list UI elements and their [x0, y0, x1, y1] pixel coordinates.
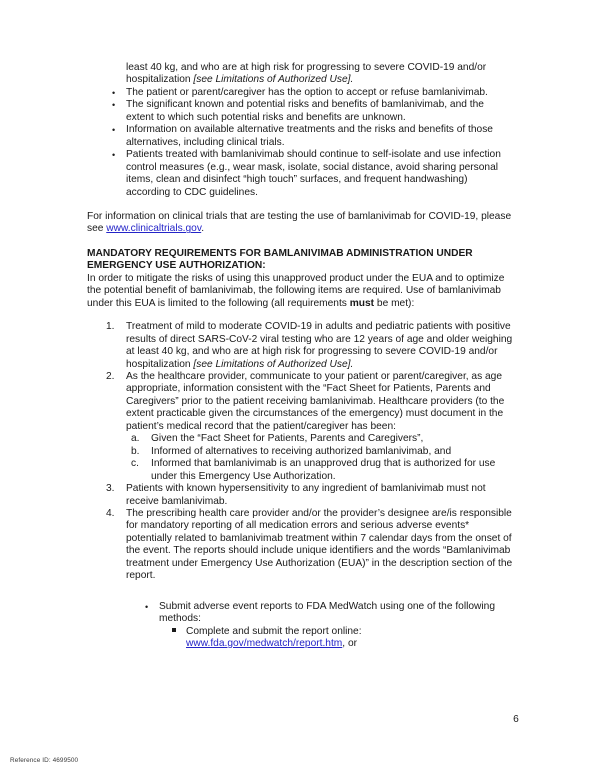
fda-medwatch-link[interactable]: www.fda.gov/medwatch/report.htm	[186, 638, 343, 650]
lettered-list-item-text: Informed of alternatives to receiving authorized bamlanivimab, and	[151, 445, 452, 457]
lettered-list-item	[87, 446, 514, 458]
clinical-trials-text-after: .	[201, 223, 205, 235]
bullet-icon: •	[112, 125, 116, 136]
list-marker: 2.	[106, 370, 115, 382]
section-heading-line-1: MANDATORY REQUIREMENTS FOR BAMLANIVIMAB ADMINISTRATION UNDER	[87, 247, 473, 259]
list-item-text: The patient or parent/caregiver has the option to accept or refuse bamlanivimab.	[126, 86, 488, 98]
continued-line-2-prefix: hospitalization	[126, 74, 194, 86]
page-content	[87, 62, 514, 650]
list-marker: 4.	[106, 507, 115, 519]
lettered-list-item	[87, 458, 514, 483]
spacer	[87, 199, 514, 211]
list-item-text: Patients treated with bamlanivimab should continue to self-isolate and use infection control measures (e.g., wear mask, isolate, social distance, avoid sharing personal items, clean and disinfect “high touch” surfaces, and frequent handwashing) according to CDC guidelines.	[126, 149, 501, 198]
medwatch-sub-list-item-text	[186, 626, 514, 651]
list-item-text: The significant known and potential risks and benefits of bamlanivimab, and the extent to which such potential risks and benefits are unknown.	[126, 99, 484, 123]
page-number: 6	[513, 714, 519, 725]
numbered-list-item-text: As the healthcare provider, communicate to your patient or parent/caregiver, as age appropriate, information consistent with the “Fact Sheet for Patients, Parents and Caregivers” prior to the patient receiving bamlanivimab. Healthcare providers (to the extent practicable given the circumstances of the emergency) must document in the patient’s medical record that the patient/caregiver has been:	[126, 370, 505, 432]
list-item-text: Information on available alternative treatments and the risks and benefits of those alternatives, including clinical trials.	[126, 124, 493, 148]
list-item	[87, 149, 514, 199]
lettered-list-item	[87, 433, 514, 445]
list-item	[87, 87, 514, 99]
list-marker: 3.	[106, 483, 115, 495]
lettered-list-item-text: Informed that bamlanivimab is an unapproved drug that is authorized for use under this Emergency Use Authorization.	[151, 458, 496, 482]
list-item	[87, 124, 514, 149]
square-bullet-icon	[172, 626, 186, 638]
numbered-list-item-text	[126, 321, 514, 371]
medwatch-sub-line-1: Complete and submit the report online:	[186, 625, 362, 637]
medwatch-sub-text-after: , or	[342, 638, 358, 650]
bullet-icon: •	[145, 601, 149, 612]
section-intro-part-1: In order to mitigate the risks of using this unapproved product under the EUA and to optimize the potential benefit of bamlanivimab, the following items are required. Use of bamlanivimab under this EUA is limited to the following (all requirements	[87, 272, 505, 309]
continued-lead-in	[87, 62, 514, 87]
reference-id: Reference ID: 4699500	[10, 757, 79, 764]
numbered-list-item	[87, 483, 514, 508]
medwatch-list-item-text: Submit adverse event reports to FDA MedWatch using one of the following methods:	[159, 600, 495, 625]
medwatch-list-item	[87, 601, 514, 626]
list-marker: a.	[131, 433, 140, 445]
medwatch-sub-list-item	[87, 626, 514, 651]
bullet-icon: •	[112, 100, 116, 111]
continued-line-1: least 40 kg, and who are at high risk for progressing to severe COVID-19 and/or	[126, 62, 487, 73]
numbered-list-item-text: The prescribing health care provider and/or the provider’s designee are/is responsible for mandatory reporting of all medication errors and serious adverse events* potentially related to bamlanivimab treatment within 7 calendar days from the onset of the event. The reports should include unique identifiers and the words “Bamlanivimab treatment under Emergency Use Authorization (EUA)” in the description section of the report.	[126, 507, 513, 582]
list-marker: b.	[131, 445, 140, 457]
numbered-list-item	[87, 371, 514, 433]
numbered-list-item	[87, 321, 514, 371]
numbered-item-italic-tail: [see Limitations of Authorized Use].	[193, 358, 354, 370]
clinicaltrials-link[interactable]: www.clinicaltrials.gov	[106, 223, 202, 235]
list-marker: 1.	[106, 321, 115, 333]
spacer	[87, 236, 514, 248]
list-item	[87, 99, 514, 124]
section-heading-line-2: EMERGENCY USE AUTHORIZATION:	[87, 260, 266, 272]
section-intro-emphasis: must	[349, 297, 375, 309]
clinical-trials-text-before: For information on clinical trials that are testing the use of bamlanivimab for COVID-19, please see	[87, 210, 512, 235]
spacer	[87, 310, 514, 321]
numbered-item-body: Treatment of mild to moderate COVID-19 in adults and pediatric patients with positive results of direct SARS-CoV-2 viral testing who are 12 years of age and older weighing at least 40 kg, and who are at high risk for progressing to severe COVID-19 and/or hospitalization	[126, 321, 513, 370]
spacer	[87, 583, 514, 601]
continued-line-2-italic: [see Limitations of Authorized Use].	[193, 74, 354, 86]
numbered-list-item	[87, 508, 514, 583]
lettered-list-item-text: Given the “Fact Sheet for Patients, Parents and Caregivers”,	[151, 433, 424, 445]
bullet-icon: •	[112, 87, 116, 98]
section-heading	[87, 248, 514, 273]
section-intro-paragraph	[87, 273, 514, 310]
clinical-trials-paragraph	[87, 211, 514, 236]
list-marker: c.	[131, 458, 139, 470]
bullet-icon: •	[112, 150, 116, 161]
section-intro-part-2: be met):	[374, 297, 415, 309]
numbered-list-item-text: Patients with known hypersensitivity to any ingredient of bamlanivimab must not receive bamlanivimab.	[126, 483, 486, 507]
